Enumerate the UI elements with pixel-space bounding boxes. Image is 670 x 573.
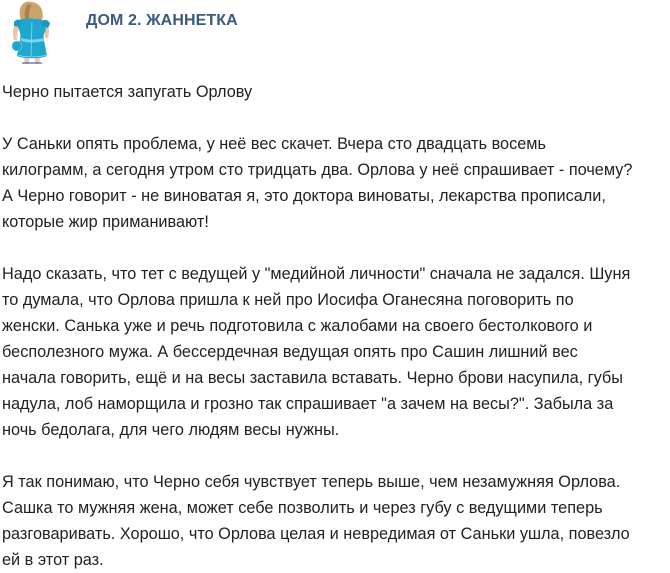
text-line: Сашка то мужняя жена, может себе позволить и через губу с ведущими теперь xyxy=(2,499,603,517)
text-line: У Саньки опять проблема, у неё вес скачет. Вчера сто двадцать восемь xyxy=(2,135,546,153)
text-line: Я так понимаю, что Черно себя чувствует теперь выше, чем незамужняя Орлова. xyxy=(2,473,621,491)
woman-in-dress-icon xyxy=(4,0,60,66)
text-line: разговаривать. Хорошо, что Орлова целая и невредимая от Саньки ушла, повезло xyxy=(2,525,630,543)
text-line: то думала, что Орлова пришла к ней про Иосифа Оганесяна поговорить по xyxy=(2,291,574,309)
text-line: ей в этот раз. xyxy=(2,551,104,569)
paragraph-2 xyxy=(2,261,670,443)
post-header xyxy=(0,0,670,70)
post-body xyxy=(2,79,670,573)
text-line: ночь бедолага, для чего людям весы нужны. xyxy=(2,421,340,439)
text-line: которые жир приманивают! xyxy=(2,213,209,231)
avatar[interactable] xyxy=(4,0,60,66)
text-line: Надо сказать, что тет с ведущей у "медийной личности" сначала не задался. Шуня xyxy=(2,265,631,283)
text-line: начала говорить, ещё и на весы заставила вставать. Черно брови насупила, губы xyxy=(2,369,623,387)
text-line: А Черно говорит - не виноватая я, это доктора виноваты, лекарства прописали, xyxy=(2,187,606,205)
article-title: Черно пытается запугать Орлову xyxy=(2,83,253,101)
paragraph-1 xyxy=(2,131,670,235)
text-line: женски. Санька уже и речь подготовила с жалобами на своего бестолкового и xyxy=(2,317,593,335)
text-line: килограмм, а сегодня утром сто тридцать два. Орлова у неё спрашивает - почему? xyxy=(2,161,633,179)
paragraph-3 xyxy=(2,469,670,573)
group-title[interactable]: ДОМ 2. ЖАННЕТКА xyxy=(86,12,238,29)
text-line: бесполезного мужа. А бессердечная ведущая опять про Сашин лишний вес xyxy=(2,343,578,361)
text-line: надула, лоб наморщила и грозно так спрашивает "а зачем на весы?". Забыла за xyxy=(2,395,614,413)
